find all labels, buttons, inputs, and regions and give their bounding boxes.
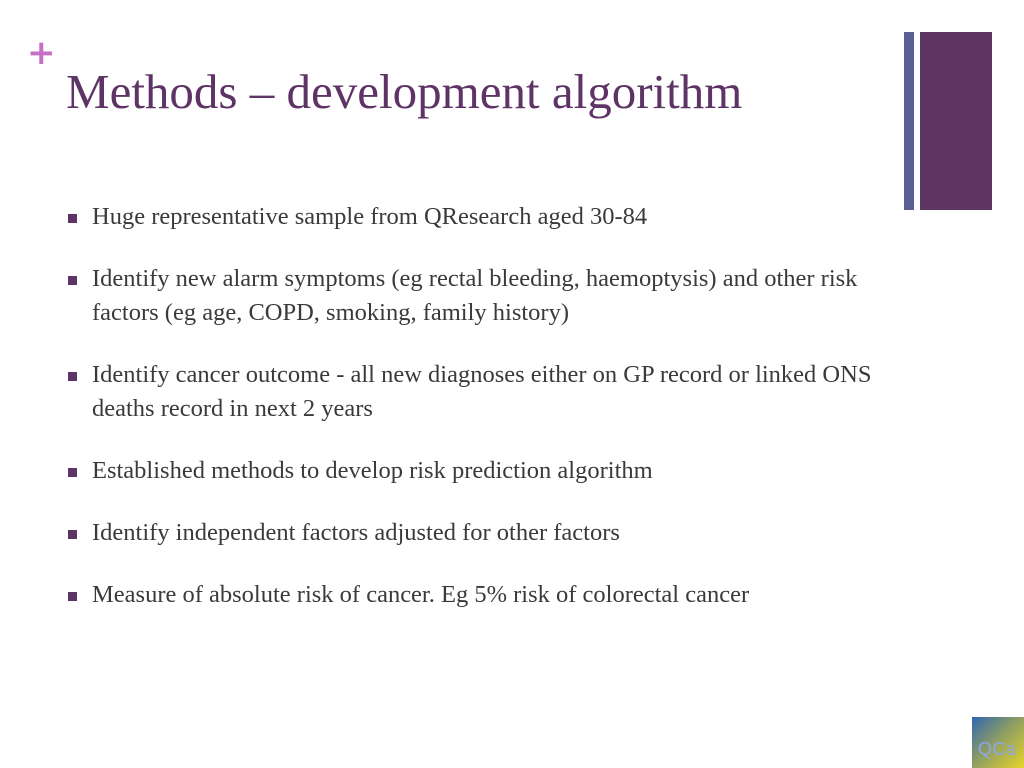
bullet-item [66, 578, 886, 612]
square-bullet-icon [68, 530, 77, 539]
accent-bar-wide [920, 32, 992, 210]
slide-title: Methods – development algorithm [66, 64, 743, 119]
bullet-text: Established methods to develop risk prediction algorithm [92, 457, 653, 484]
square-bullet-icon [68, 372, 77, 381]
bullet-text: Identify new alarm symptoms (eg rectal bleeding, haemoptysis) and other risk factors (eg age, COPD, smoking, family history) [92, 265, 858, 326]
bullet-list [66, 200, 886, 640]
bullet-text: Identify cancer outcome - all new diagnoses either on GP record or linked ONS deaths record in next 2 years [92, 361, 872, 422]
bullet-text: Huge representative sample from QResearch aged 30-84 [92, 203, 648, 230]
square-bullet-icon [68, 276, 77, 285]
square-bullet-icon [68, 214, 77, 223]
bullet-item [66, 516, 886, 550]
bullet-text: Identify independent factors adjusted for other factors [92, 519, 620, 546]
bullet-item [66, 358, 886, 426]
bullet-item [66, 262, 886, 330]
bullet-item [66, 200, 886, 234]
accent-bar-thin [904, 32, 914, 210]
qca-logo: QCa [972, 717, 1024, 768]
bullet-item [66, 454, 886, 488]
square-bullet-icon [68, 592, 77, 601]
plus-icon: + [27, 33, 56, 73]
bullet-text: Measure of absolute risk of cancer. Eg 5% risk of colorectal cancer [92, 581, 750, 608]
square-bullet-icon [68, 468, 77, 477]
